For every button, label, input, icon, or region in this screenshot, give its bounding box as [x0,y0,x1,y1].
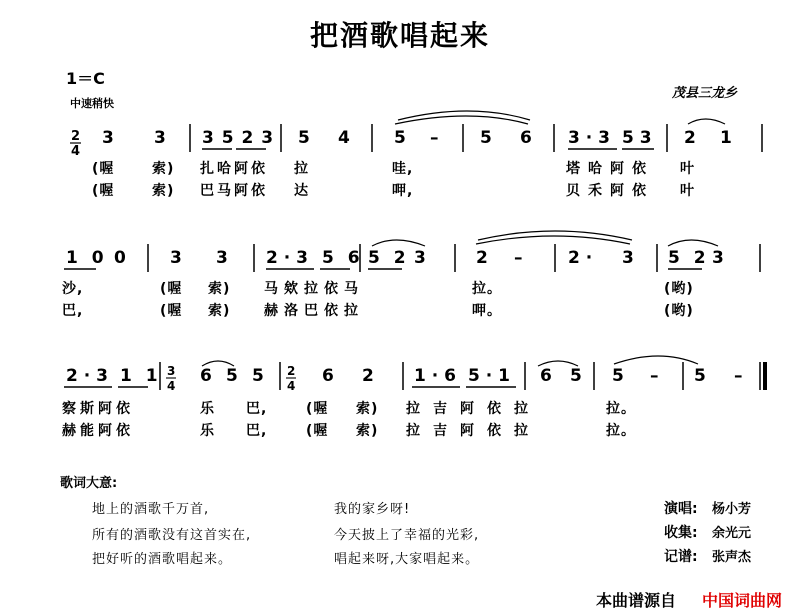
lyric: 巴马阿依 [200,183,268,199]
lyric: 呷。 [472,303,502,319]
note: 5 [612,366,624,386]
note: 6 [322,366,334,386]
credit-label: 演唱: [664,501,698,517]
footer-source-text: 本曲谱源自 [596,591,677,610]
lyric: 拉。 [472,281,502,297]
lyric: 拉 [294,161,309,177]
lyric: 索) [208,281,231,297]
lyric: 察斯阿依 [62,401,134,417]
time-sig-bottom: 4 [71,144,81,159]
meaning-line: 今天披上了幸福的光彩, [334,528,480,543]
note: 3 [170,248,182,268]
lyric: 赫能阿依 [62,423,134,439]
lyric: 拉。 [606,401,636,417]
note: 5 [480,128,492,148]
note: 5 3 [622,128,652,148]
lyric: (喔 [92,161,115,177]
lyric: 索) [356,401,379,417]
note: 1 0 [66,248,108,268]
meaning-line: 所有的酒歌没有这首实在, [92,528,252,543]
note: – [514,248,523,268]
lyric: 乐 [200,423,215,439]
lyric: 叶 [680,161,695,177]
lyric: 塔哈阿依 [566,161,654,177]
note: – [734,366,743,386]
tempo-marking: 中速稍快 [70,97,114,110]
lyric: 贝禾阿依 [566,183,654,199]
key-signature: 1＝C [66,69,105,88]
lyric: 巴, [246,401,268,417]
lyric: 拉。 [606,423,636,439]
meaning-line: 唱起来呀,大家唱起来。 [334,552,480,567]
lyric: 扎哈阿依 [200,161,268,177]
lyric: 马欸拉依马 [264,281,364,297]
lyric: 巴, [62,303,84,319]
note: 5 [570,366,582,386]
note: 0 [114,248,126,268]
note: 3 [102,128,114,148]
meaning-line: 我的家乡呀! [334,502,411,517]
note: 5 2 [368,248,410,268]
note: 1 1 [120,366,162,386]
note: 3 [154,128,166,148]
lyric: (喔 [160,303,183,319]
note: 5 [694,366,706,386]
note: 5 6 [322,248,364,268]
lyric: 呷, [392,183,414,199]
lyric: 索) [356,423,379,439]
lyric: 索) [152,183,175,199]
lyric: 拉吉阿依拉 [406,401,541,417]
lyric: 沙, [62,281,84,297]
lyric: 叶 [680,183,695,199]
credit-value: 余光元 [712,526,752,541]
note: 5 [226,366,238,386]
svg-text:3: 3 [167,364,176,378]
lyric: 乐 [200,401,215,417]
note: 5 [394,128,406,148]
footer-site-link[interactable]: 中国词曲网 [702,591,783,610]
lyric: 哇, [392,161,414,177]
lyric: (喔 [160,281,183,297]
meaning-line: 把好听的酒歌唱起来。 [92,552,233,567]
note: 3 5 2 3 [202,128,275,148]
lyric: 达 [294,183,309,199]
note: 3 [414,248,426,268]
svg-text:4: 4 [287,379,296,393]
note: 5 [298,128,310,148]
svg-text:2: 2 [287,364,296,378]
note: 3 · 3 [568,128,610,148]
song-origin: 茂县三龙乡 [672,86,738,101]
credit-value: 张声杰 [712,550,752,565]
page-title: 把酒歌唱起来 [309,19,490,52]
note: 4 [338,128,350,148]
note: 5 2 [668,248,710,268]
lyric: 巴, [246,423,268,439]
lyric: 索) [208,303,231,319]
note: 3 [216,248,228,268]
lyric: (哟) [664,281,694,297]
note: 3 [712,248,724,268]
note: 3 [622,248,634,268]
note: 2 [684,128,696,148]
lyric: (喔 [92,183,115,199]
svg-text:4: 4 [167,379,176,393]
meaning-line: 地上的酒歌千万首, [92,502,210,517]
credit-label: 收集: [664,525,698,541]
note: 1 · 6 [414,366,456,386]
lyric: 索) [152,161,175,177]
credit-label: 记谱: [664,549,698,565]
lyrics-meaning-heading: 歌词大意: [60,476,118,491]
lyric: (喔 [306,423,329,439]
note: 2 · 3 [266,248,308,268]
lyric: 赫洛巴依拉 [264,303,364,319]
note: 6 [520,128,532,148]
note: 6 [200,366,212,386]
note: 2 [476,248,488,268]
note: 5 · 1 [468,366,510,386]
note: 2 · 3 [66,366,108,386]
note: 2 · [568,248,593,268]
note: 5 [252,366,264,386]
credit-value: 杨小芳 [712,502,752,517]
lyric: 拉吉阿依拉 [406,423,541,439]
lyric: (喔 [306,401,329,417]
lyric: (哟) [664,303,694,319]
note: – [430,128,439,148]
note: 1 [720,128,732,148]
time-sig-top: 2 [71,129,81,144]
note: – [650,366,659,386]
note: 6 [540,366,552,386]
note: 2 [362,366,374,386]
